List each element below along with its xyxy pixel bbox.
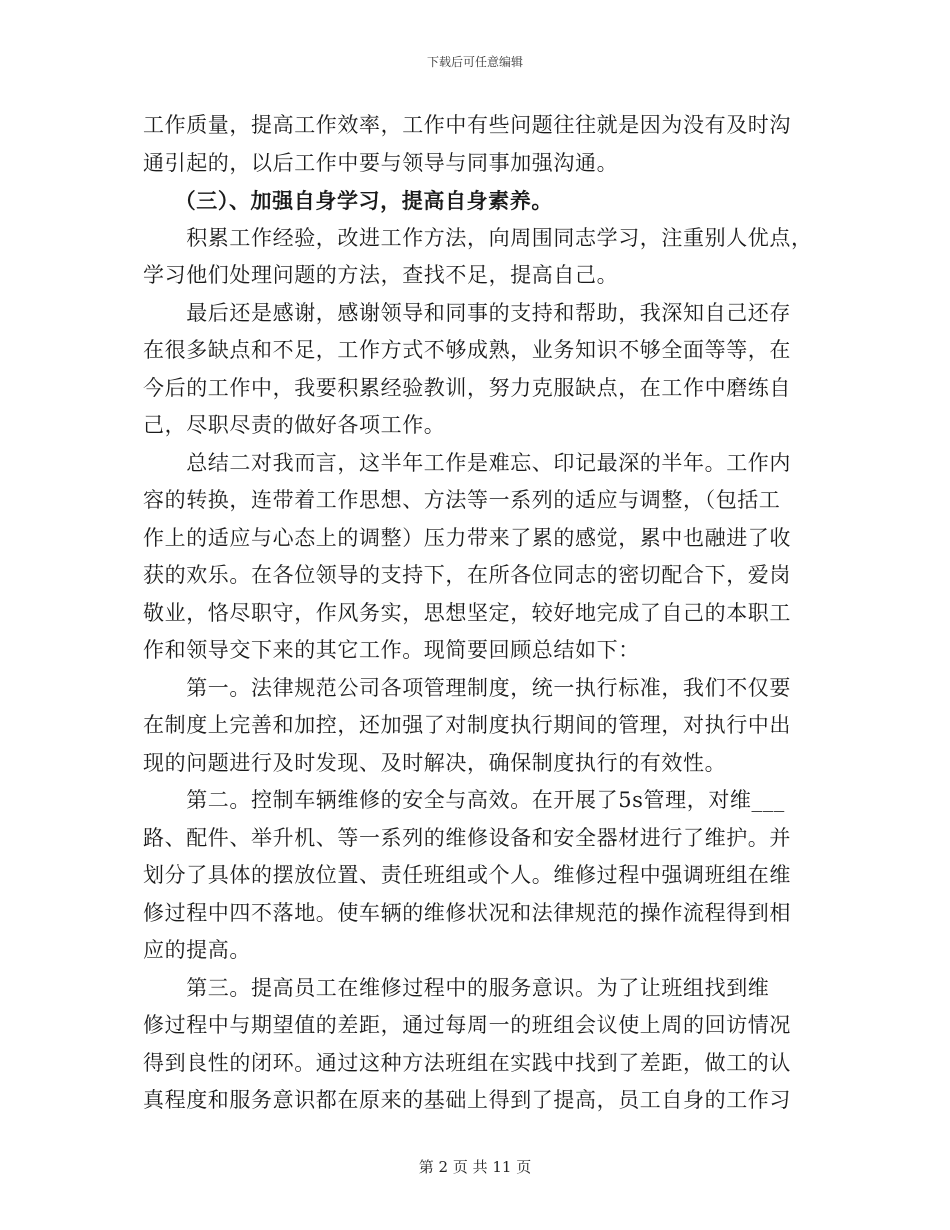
body-line: 获的欢乐。在各位领导的支持下，在所各位同志的密切配合下，爱岗 (143, 563, 791, 587)
body-line: 在制度上完善和加控，还加强了对制度执行期间的管理，对执行中出 (143, 713, 791, 737)
body-line: 第二。控制车辆维修的安全与高效。在开展了5s管理，对维___ (143, 788, 785, 812)
document-body (143, 107, 813, 1120)
body-line: 应的提高。 (143, 938, 251, 962)
body-line: 敬业，恪尽职守，作风务实，思想坚定，较好地完成了自己的本职工 (143, 600, 791, 625)
body-line: 第一。法律规范公司各项管理制度，统一执行标准，我们不仅要 (143, 675, 791, 700)
body-line: 修过程中四不落地。使车辆的维修状况和法律规范的操作流程得到相 (143, 900, 791, 925)
body-line: 总结二对我而言，这半年工作是难忘、印记最深的半年。工作内 (143, 450, 791, 475)
page-header: 下载后可任意编辑 (426, 55, 523, 69)
body-line: 积累工作经验，改进工作方法，向周围同志学习，注重别人优点， (143, 225, 813, 250)
body-line: 路、配件、举升机、等一系列的维修设备和安全器材进行了维护。并 (143, 825, 791, 850)
body-line: 己，尽职尽责的做好各项工作。 (143, 413, 446, 437)
body-line: 得到良性的闭环。通过这种方法班组在实践中找到了差距，做工的认 (143, 1050, 791, 1075)
body-line: 第三。提高员工在维修过程中的服务意识。为了让班组找到维 (143, 975, 770, 1000)
body-line: 学习他们处理问题的方法，查找不足，提高自己。 (143, 263, 619, 287)
body-line: 最后还是感谢，感谢领导和同事的支持和帮助，我深知自己还存 (143, 300, 791, 325)
body-line: 真程度和服务意识都在原来的基础上得到了提高，员工自身的工作习 (143, 1088, 791, 1112)
body-line: 在很多缺点和不足，工作方式不够成熟，业务知识不够全面等等，在 (143, 338, 791, 362)
body-line: 工作质量，提高工作效率，工作中有些问题往往就是因为没有及时沟 (143, 113, 791, 137)
body-line: 修过程中与期望值的差距，通过每周一的班组会议使上周的回访情况 (143, 1013, 791, 1037)
body-line: 容的转换，连带着工作思想、方法等一系列的适应与调整，（包括工 (143, 488, 781, 512)
section-heading: （三）、加强自身学习，提高自身素养。 (143, 188, 553, 213)
body-line: 划分了具体的摆放位置、责任班组或个人。维修过程中强调班组在维 (143, 863, 791, 887)
body-line: 作上的适应与心态上的调整）压力带来了累的感觉，累中也融进了收 (143, 525, 791, 550)
page-footer: 第 2 页 共 11 页 (418, 1158, 532, 1176)
body-line: 通引起的，以后工作中要与领导与同事加强沟通。 (143, 150, 619, 175)
body-line: 作和领导交下来的其它工作。现简要回顾总结如下： (143, 638, 640, 662)
body-line: 现的问题进行及时发现、及时解决，确保制度执行的有效性。 (143, 750, 727, 775)
body-line: 今后的工作中，我要积累经验教训，努力克服缺点，在工作中磨练自 (143, 375, 791, 400)
